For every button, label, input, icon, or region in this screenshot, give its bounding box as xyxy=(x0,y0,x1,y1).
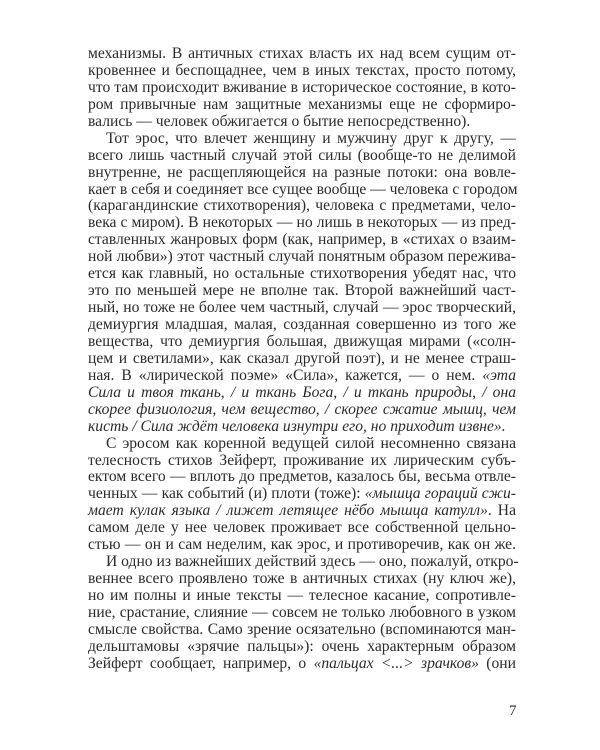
text-line xyxy=(88,249,516,266)
text-line xyxy=(88,215,516,232)
text-line xyxy=(88,46,516,63)
text-line xyxy=(88,198,516,215)
text-line xyxy=(88,266,516,283)
text-line xyxy=(88,520,516,537)
text-segment: телесность стихов Зейферт, проживание их лирическим субъ- xyxy=(88,451,516,469)
text-line xyxy=(88,131,516,148)
text-segment: ный, но тоже не более чем частный, случай — эрос творческий, xyxy=(88,299,516,317)
text-line xyxy=(88,503,516,520)
text-line xyxy=(88,368,516,385)
italic-quote: скорее физиология, чем вещество, / скорее сжатие мышц, чем xyxy=(88,400,516,418)
text-segment: И одно из важнейших действий здесь — оно, пожалуй, откро- xyxy=(106,553,519,571)
text-line xyxy=(88,486,516,503)
italic-quote: мает кулак языка / лижет летящее нёбо мышца катулл» xyxy=(88,502,488,520)
text-segment: Тот эрос, что влечет женщину и мужчину друг к другу, — xyxy=(106,129,516,147)
text-line xyxy=(88,571,516,588)
text-line xyxy=(88,283,516,300)
text-line xyxy=(88,97,516,114)
text-line xyxy=(88,148,516,165)
text-segment: самом деле у нее человек проживает все собственной цельно- xyxy=(88,519,516,537)
text-line xyxy=(88,588,516,605)
text-line xyxy=(88,402,516,419)
text-segment: Зейферт сообщает, например, о xyxy=(88,654,314,672)
text-segment: (они xyxy=(478,654,516,672)
text-line xyxy=(88,63,516,80)
italic-quote: Сила и твоя ткань, / и ткань Бога, / и ткань природы, / она xyxy=(88,383,516,401)
text-line xyxy=(88,656,516,673)
text-line xyxy=(88,537,516,554)
text-segment: механизмы. В античных стихах власть их над всем сущим от- xyxy=(88,45,516,62)
text-segment: вались — человек обжигается о бытие непосредственно). xyxy=(88,112,471,130)
text-line xyxy=(88,469,516,486)
page-number: 7 xyxy=(509,703,517,719)
text-line xyxy=(88,317,516,334)
text-segment: что там происходит вживание в историческое состояние, в кото- xyxy=(88,78,516,96)
text-segment: ектом всего — вплоть до предметов, казалось бы, весьма отвле- xyxy=(88,468,516,486)
italic-quote: «пальцах <...> зрачков» xyxy=(313,654,479,672)
text-segment: кает в себя и соединяет все сущее вообще — человека с городом xyxy=(88,180,518,198)
text-segment: века с миром). В некоторых — но лишь в некоторых — из пред- xyxy=(88,214,516,232)
text-segment: ченных — как событий (и) плоти (тоже): xyxy=(88,485,365,503)
text-segment: кровеннее и беспощаднее, чем в иных текстах, просто потому, xyxy=(88,61,516,79)
text-segment: внутренне, не расщепляющейся на разные потоки: она вовле- xyxy=(88,163,516,181)
text-line xyxy=(88,300,516,317)
text-segment: демиургия младшая, малая, созданная совершенно из того же xyxy=(88,316,516,333)
text-segment: смысле свойства. Само зрение осязательно (вспоминаются ман- xyxy=(88,620,516,638)
text-segment: всего лишь частный случай этой силы (вообще-то не делимой xyxy=(88,146,516,164)
text-line xyxy=(88,553,519,571)
text-line xyxy=(88,182,516,199)
text-segment: (карагандинские стихотворения), человека с предметами, чело- xyxy=(88,197,516,215)
text-segment: но им полны и иные тексты — телесное касание, сопротивле- xyxy=(88,587,516,604)
text-segment: цем и светилами», как сказал другой поэт), и не менее страш- xyxy=(88,349,516,367)
text-line xyxy=(88,334,516,351)
text-segment: С эросом как коренной ведущей силой несомненно связана xyxy=(106,434,516,452)
text-line xyxy=(88,622,516,639)
text-line xyxy=(88,605,516,622)
text-segment: вещества, что демиургия большая, движущая мирами («солн- xyxy=(88,332,516,350)
italic-quote: кисть / Сила ждёт человека изнутри его, но приходит извне». xyxy=(88,417,506,435)
text-segment: ная. В «лирической поэме» «Сила», кажется, — о нем. xyxy=(88,366,483,384)
body-text xyxy=(88,45,519,673)
text-line xyxy=(88,232,516,249)
text-segment: веннее всего проявлено тоже в античных стихах (ну ключ же), xyxy=(88,570,516,588)
text-line xyxy=(88,453,516,470)
text-line xyxy=(88,436,516,453)
text-segment: ром привычные нам защитные механизмы еще не сформиро- xyxy=(88,95,516,113)
text-segment: ется как главный, но остальные стихотворения убедят нас, что xyxy=(88,265,516,283)
text-segment: . На xyxy=(487,502,516,520)
text-segment: дельштамовы «зрячие пальцы»): очень характерным образом xyxy=(88,637,516,655)
text-segment: это по меньшей мере не вполне так. Второй важнейший част- xyxy=(88,282,516,300)
italic-quote: «эта xyxy=(482,366,516,384)
text-line xyxy=(88,80,516,97)
text-segment: ставленных жанровых форм (как, например, в «стихах о взаим- xyxy=(88,231,516,249)
text-line xyxy=(88,385,516,402)
text-line xyxy=(88,639,516,656)
text-line xyxy=(88,114,516,131)
text-line xyxy=(88,351,516,368)
text-segment: стью — он и сам неделим, как эрос, и противоречив, как он же. xyxy=(88,536,516,554)
text-line xyxy=(88,419,516,436)
text-segment: ние, срастание, слияние — совсем не только любовного в узком xyxy=(88,603,516,621)
text-line xyxy=(88,165,516,182)
text-segment: ной любви») этот частный случай понятным образом пережива- xyxy=(88,248,516,266)
italic-quote: «мышца гораций сжи- xyxy=(364,485,516,503)
